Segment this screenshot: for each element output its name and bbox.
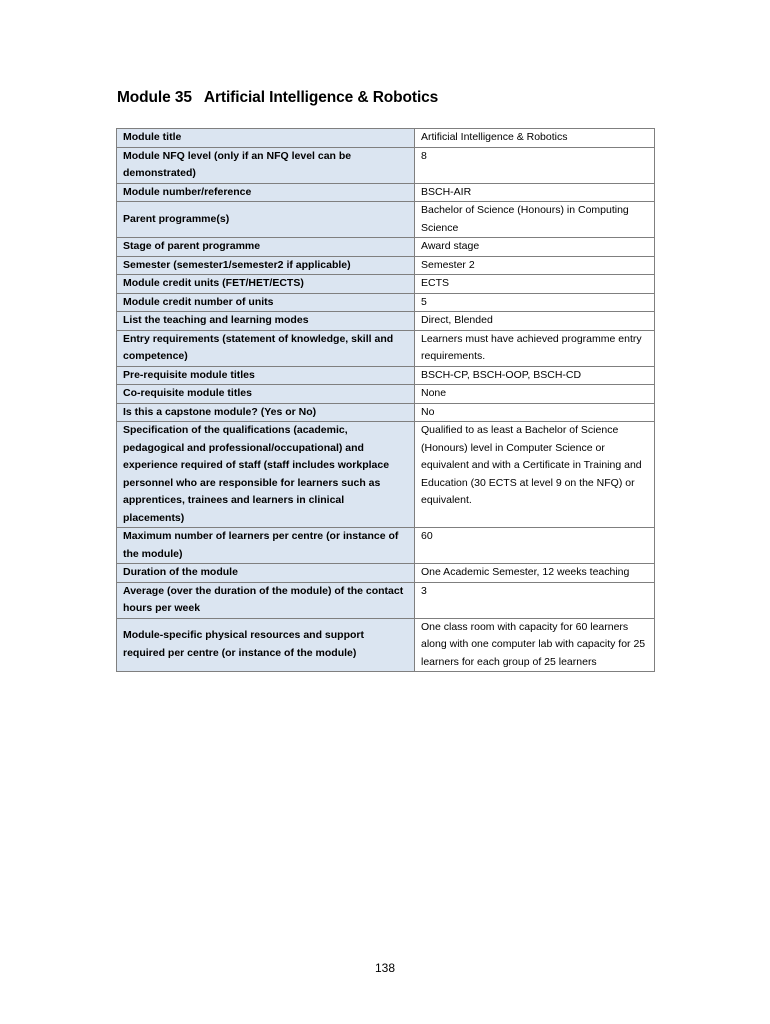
row-value: 3	[415, 582, 655, 618]
table-row	[117, 293, 655, 312]
row-label: Co-requisite module titles	[117, 385, 415, 404]
table-row	[117, 312, 655, 331]
row-value: Learners must have achieved programme entry requirements.	[415, 330, 655, 366]
row-value: Semester 2	[415, 256, 655, 275]
table-row	[117, 183, 655, 202]
row-label: Duration of the module	[117, 564, 415, 583]
table-row	[117, 582, 655, 618]
row-value: Award stage	[415, 238, 655, 257]
module-number: Module 35	[117, 89, 192, 106]
row-value: 60	[415, 528, 655, 564]
module-descriptor-table	[116, 128, 655, 672]
row-value: BSCH-AIR	[415, 183, 655, 202]
row-label: Semester (semester1/semester2 if applicable)	[117, 256, 415, 275]
row-label: Module title	[117, 129, 415, 148]
table-row	[117, 275, 655, 294]
row-value: 8	[415, 147, 655, 183]
table-row	[117, 202, 655, 238]
row-label: Specification of the qualifications (academic, pedagogical and professional/occupational) and experience required of staff (staff includes workplace personnel who are responsible for learners such as apprentices, trainees and learners in clinical placements)	[117, 422, 415, 528]
row-value: BSCH-CP, BSCH-OOP, BSCH-CD	[415, 366, 655, 385]
row-label: Average (over the duration of the module) of the contact hours per week	[117, 582, 415, 618]
row-value: None	[415, 385, 655, 404]
table-row	[117, 618, 655, 672]
row-value: One class room with capacity for 60 learners along with one computer lab with capacity for 25 learners for each group of 25 learners	[415, 618, 655, 672]
row-label: Parent programme(s)	[117, 202, 415, 238]
table-row	[117, 403, 655, 422]
row-value: ECTS	[415, 275, 655, 294]
table-row	[117, 564, 655, 583]
row-value: Artificial Intelligence & Robotics	[415, 129, 655, 148]
row-label: Module NFQ level (only if an NFQ level can be demonstrated)	[117, 147, 415, 183]
row-value: 5	[415, 293, 655, 312]
table-row	[117, 422, 655, 528]
table-row	[117, 129, 655, 148]
row-label: Entry requirements (statement of knowledge, skill and competence)	[117, 330, 415, 366]
row-value: Qualified to as least a Bachelor of Science (Honours) level in Computer Science or equivalent and with a Certificate in Training and Education (30 ECTS at level 9 on the NFQ) or equivalent.	[415, 422, 655, 528]
row-label: List the teaching and learning modes	[117, 312, 415, 331]
row-label: Module-specific physical resources and support required per centre (or instance of the module)	[117, 618, 415, 672]
table-row	[117, 385, 655, 404]
row-label: Module credit number of units	[117, 293, 415, 312]
row-value: No	[415, 403, 655, 422]
row-label: Module credit units (FET/HET/ECTS)	[117, 275, 415, 294]
module-name: Artificial Intelligence & Robotics	[203, 89, 439, 106]
page-number: 138	[374, 961, 396, 975]
table-row	[117, 256, 655, 275]
row-label: Is this a capstone module? (Yes or No)	[117, 403, 415, 422]
row-label: Stage of parent programme	[117, 238, 415, 257]
table-row	[117, 528, 655, 564]
row-label: Module number/reference	[117, 183, 415, 202]
table-row	[117, 147, 655, 183]
row-value: Direct, Blended	[415, 312, 655, 331]
module-heading	[117, 89, 438, 107]
row-value: Bachelor of Science (Honours) in Computing Science	[415, 202, 655, 238]
table-row	[117, 366, 655, 385]
table-row	[117, 330, 655, 366]
row-value: One Academic Semester, 12 weeks teaching	[415, 564, 655, 583]
table-row	[117, 238, 655, 257]
row-label: Pre-requisite module titles	[117, 366, 415, 385]
row-label: Maximum number of learners per centre (or instance of the module)	[117, 528, 415, 564]
